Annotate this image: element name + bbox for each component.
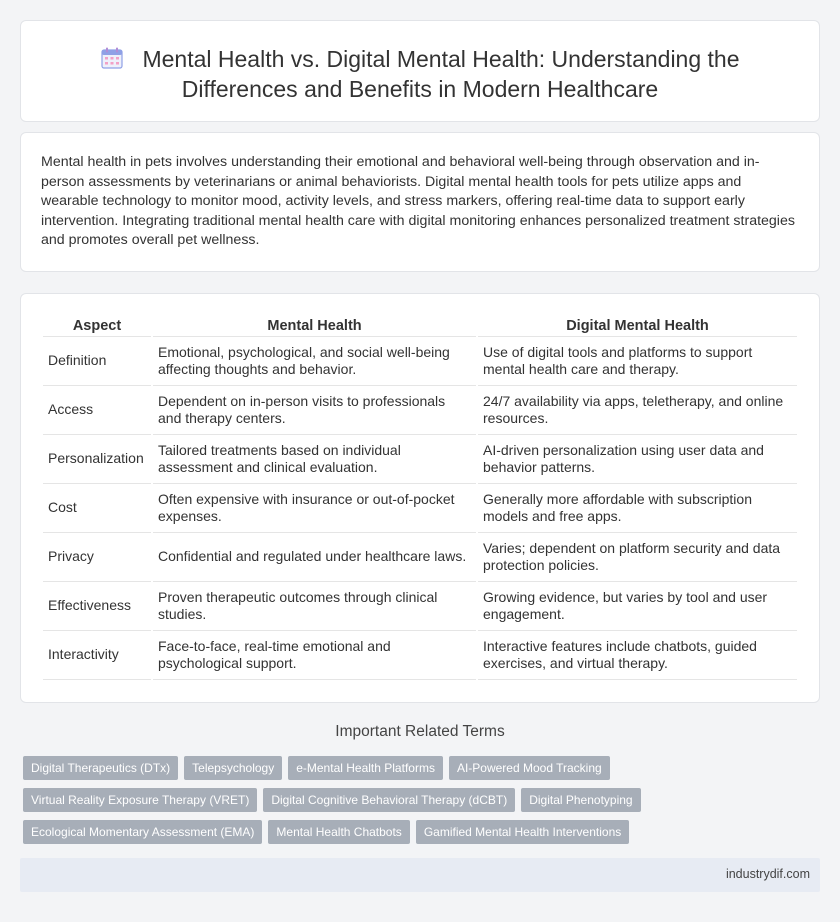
header-digital-mental-health: Digital Mental Health xyxy=(478,314,797,337)
related-term-tag[interactable]: Virtual Reality Exposure Therapy (VRET) xyxy=(23,788,257,812)
related-term-tag[interactable]: Digital Therapeutics (DTx) xyxy=(23,756,178,780)
mental-health-cell: Face-to-face, real-time emotional and psychological support. xyxy=(153,631,476,680)
digital-mental-health-cell: AI-driven personalization using user data and behavior patterns. xyxy=(478,435,797,484)
mental-health-cell: Often expensive with insurance or out-of-pocket expenses. xyxy=(153,484,476,533)
table-row xyxy=(43,533,797,582)
related-term-tag[interactable]: Digital Cognitive Behavioral Therapy (dCBT) xyxy=(263,788,515,812)
aspect-cell: Privacy xyxy=(43,533,151,582)
mental-health-cell: Confidential and regulated under healthcare laws. xyxy=(153,533,476,582)
comparison-table xyxy=(41,314,799,680)
related-terms-row xyxy=(23,820,823,844)
related-term-tag[interactable]: AI-Powered Mood Tracking xyxy=(449,756,610,780)
footer-site-link[interactable]: industrydif.com xyxy=(725,867,810,881)
footer xyxy=(20,858,820,892)
digital-mental-health-cell: Growing evidence, but varies by tool and user engagement. xyxy=(478,582,797,631)
table-row xyxy=(43,337,797,386)
title-line-2: Differences and Benefits in Modern Healthcare xyxy=(181,76,659,102)
header-mental-health: Mental Health xyxy=(153,314,476,337)
related-terms-row xyxy=(23,788,823,812)
related-term-tag[interactable]: Gamified Mental Health Interventions xyxy=(416,820,629,844)
intro-card xyxy=(20,132,820,272)
title-line-1: Mental Health vs. Digital Mental Health: Understanding the xyxy=(142,46,740,72)
table-row xyxy=(43,386,797,435)
related-term-tag[interactable]: Ecological Momentary Assessment (EMA) xyxy=(23,820,262,844)
aspect-cell: Personalization xyxy=(43,435,151,484)
digital-mental-health-cell: Interactive features include chatbots, guided exercises, and virtual therapy. xyxy=(478,631,797,680)
title-card xyxy=(20,20,820,122)
aspect-cell: Cost xyxy=(43,484,151,533)
digital-mental-health-cell: Varies; dependent on platform security and data protection policies. xyxy=(478,533,797,582)
related-terms-row xyxy=(23,756,823,780)
mental-health-cell: Tailored treatments based on individual assessment and clinical evaluation. xyxy=(153,435,476,484)
header-aspect: Aspect xyxy=(43,314,151,337)
table-row xyxy=(43,582,797,631)
related-terms-title: Important Related Terms xyxy=(335,723,505,740)
table-row xyxy=(43,631,797,680)
table-row xyxy=(43,484,797,533)
digital-mental-health-cell: Use of digital tools and platforms to support mental health care and therapy. xyxy=(478,337,797,386)
comparison-card xyxy=(20,293,820,703)
mental-health-cell: Emotional, psychological, and social well-being affecting thoughts and behavior. xyxy=(153,337,476,386)
aspect-cell: Interactivity xyxy=(43,631,151,680)
calendar-icon xyxy=(100,46,124,70)
page-title xyxy=(21,44,819,104)
related-term-tag[interactable]: e-Mental Health Platforms xyxy=(288,756,443,780)
digital-mental-health-cell: 24/7 availability via apps, teletherapy, and online resources. xyxy=(478,386,797,435)
related-term-tag[interactable]: Mental Health Chatbots xyxy=(268,820,409,844)
digital-mental-health-cell: Generally more affordable with subscription models and free apps. xyxy=(478,484,797,533)
related-term-tag[interactable]: Telepsychology xyxy=(184,756,282,780)
mental-health-cell: Proven therapeutic outcomes through clinical studies. xyxy=(153,582,476,631)
table-row xyxy=(43,435,797,484)
table-header-row xyxy=(43,314,797,337)
related-term-tag[interactable]: Digital Phenotyping xyxy=(521,788,640,812)
mental-health-cell: Dependent on in-person visits to professionals and therapy centers. xyxy=(153,386,476,435)
aspect-cell: Effectiveness xyxy=(43,582,151,631)
aspect-cell: Access xyxy=(43,386,151,435)
aspect-cell: Definition xyxy=(43,337,151,386)
intro-text: Mental health in pets involves understanding their emotional and behavioral well-being through observation and in-person assessments by veterinarians or animal behaviorists. Digital mental health tools for pets utilize apps and wearable technology to monitor mood, activity levels, and stress markers, offering real-time data to support early intervention. Integrating traditional mental health care with digital monitoring enhances personalized treatment strategies and promotes overall pet wellness. xyxy=(41,154,795,248)
